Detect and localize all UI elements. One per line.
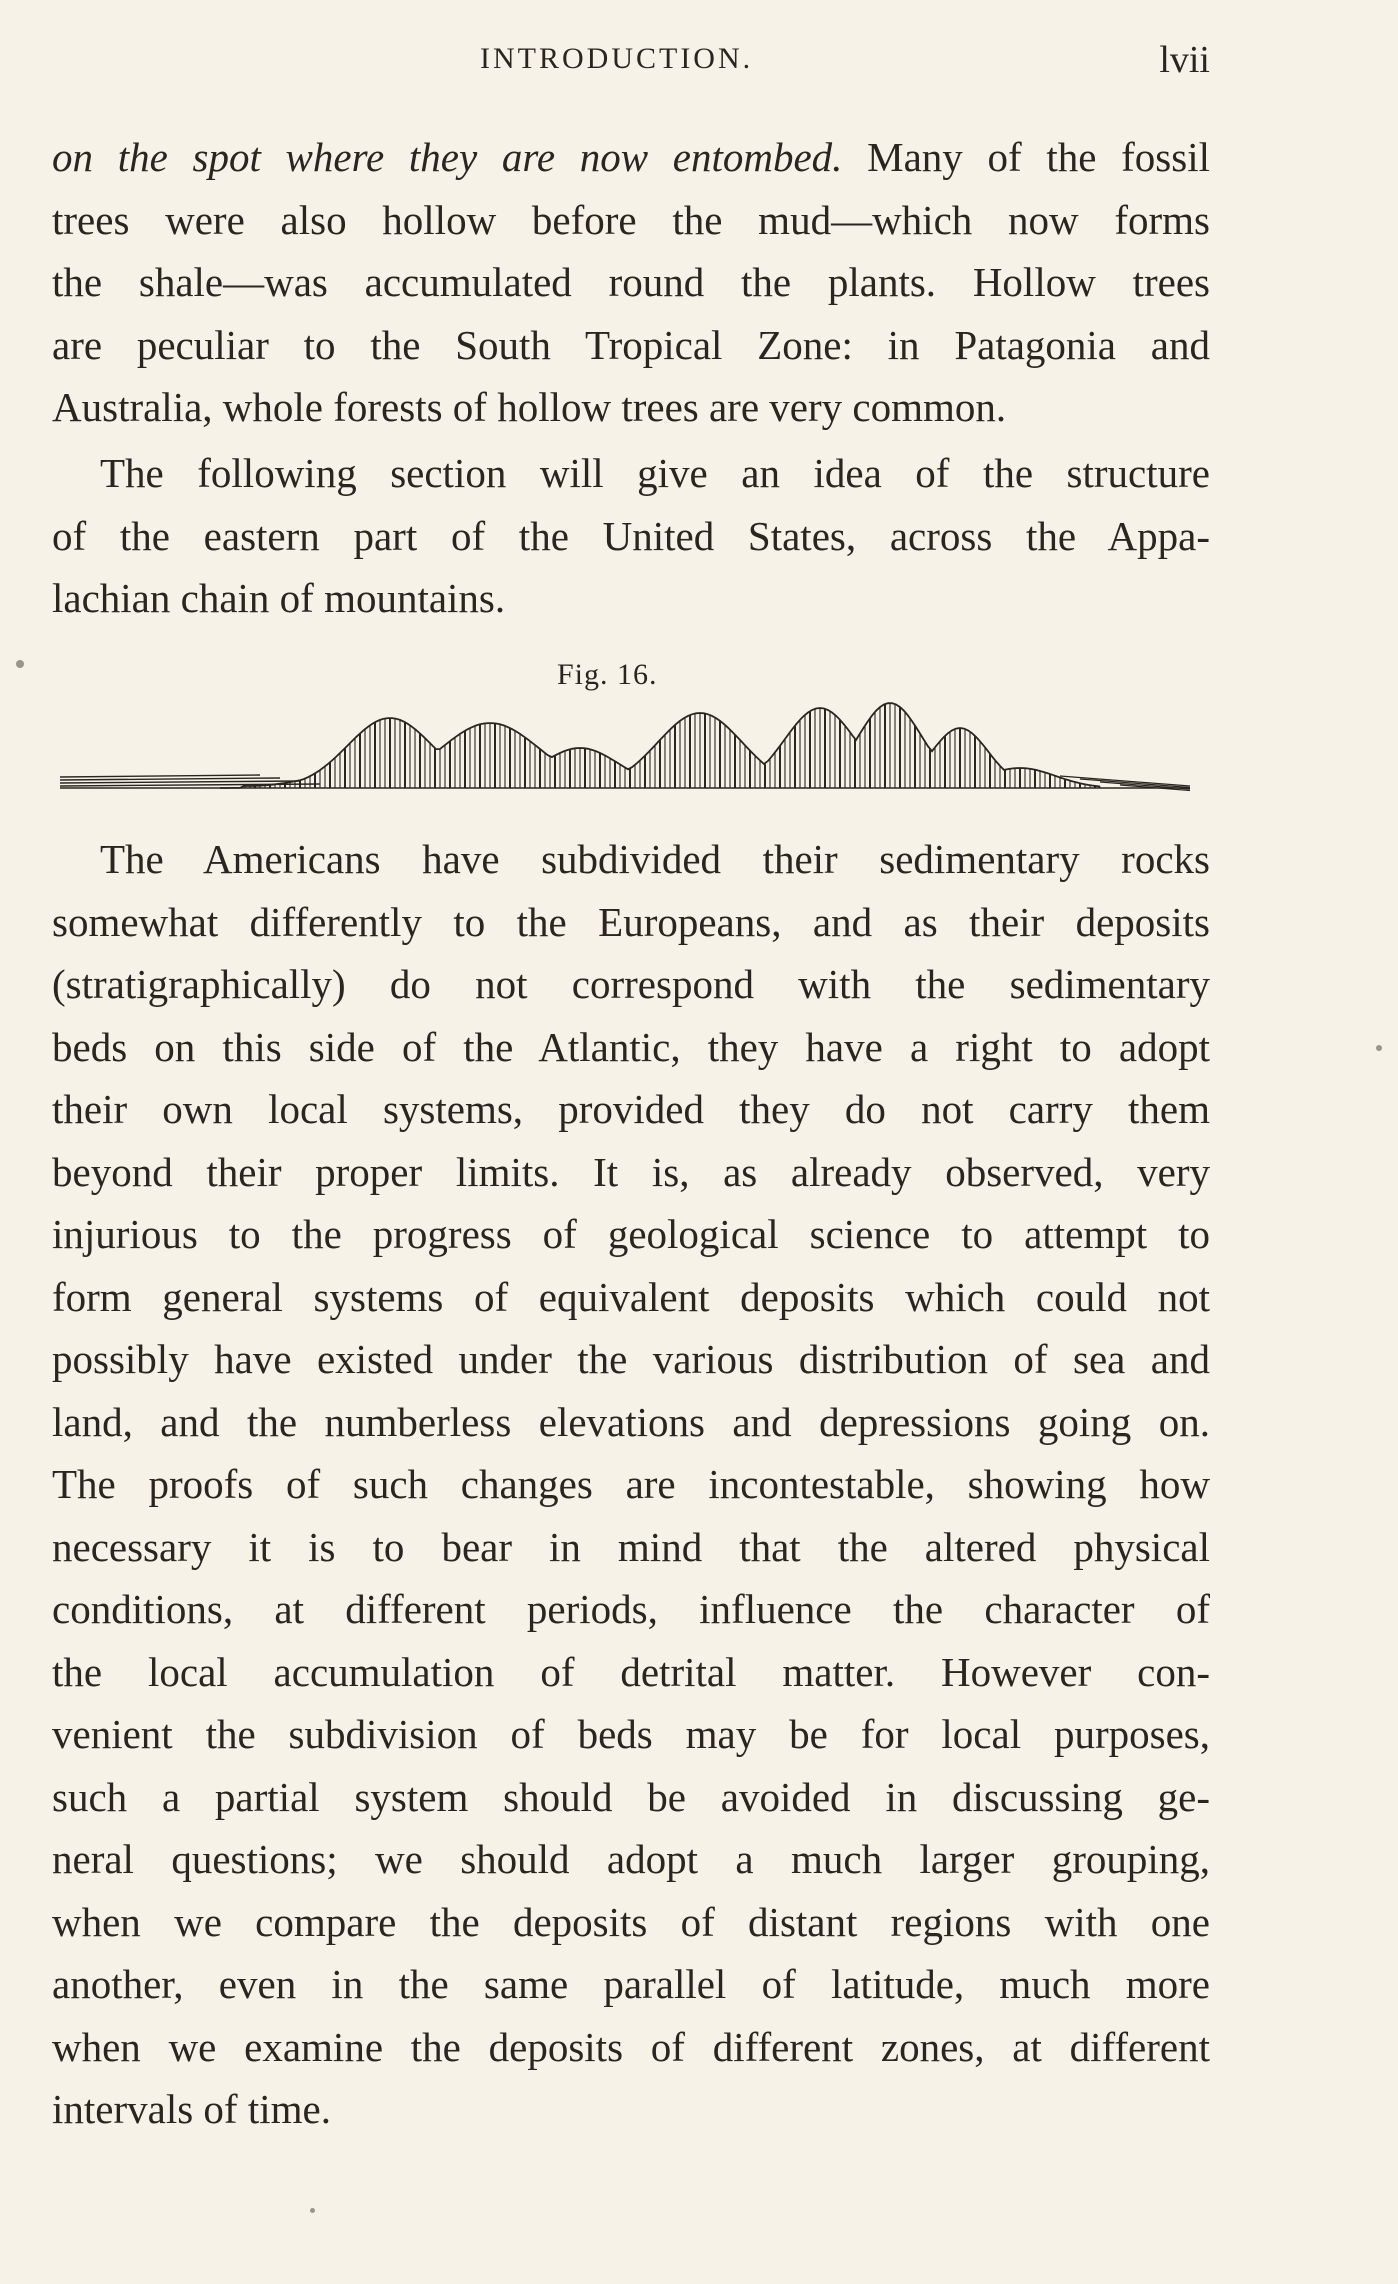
text-line: beyond their proper limits. It is, as already observed, very (52, 1148, 1210, 1195)
running-head (60, 39, 1210, 82)
figure-caption: Fig. 16. (557, 658, 658, 691)
text-line: (stratigraphically) do not correspond with the sedimentary (52, 961, 1210, 1007)
page-number: lvii (1159, 39, 1210, 81)
stratum-line (60, 781, 300, 783)
text-line: their own local systems, provided they do not carry them (52, 1086, 1210, 1132)
text-line-rest: Many of the fossil (842, 134, 1210, 180)
text-line: somewhat differently to the Europeans, and as their deposits (52, 898, 1210, 945)
text-line: The Americans have subdivided their sedimentary rocks (100, 836, 1210, 882)
text-line: are peculiar to the South Tropical Zone: in Patagonia and (52, 321, 1210, 368)
text-line: injurious to the progress of geological science to attempt to (52, 1211, 1210, 1257)
italic-phrase: on the spot where they are now entombed. (52, 134, 843, 180)
scan-speck (310, 2208, 315, 2213)
stratum-line (60, 778, 280, 780)
text-line: when we examine the deposits of different zones, at different (52, 2023, 1210, 2070)
text-line: of the eastern part of the United States, across the Appa- (52, 512, 1210, 559)
figure-strata (60, 703, 1190, 791)
text-line: another, even in the same parallel of latitude, much more (52, 1961, 1210, 2007)
text-line: neral questions; we should adopt a much larger grouping, (52, 1836, 1210, 1882)
text-line: venient the subdivision of beds may be for local purposes, (52, 1711, 1210, 1757)
scan-speck (1376, 1045, 1382, 1051)
text-line: when we compare the deposits of distant regions with one (52, 1898, 1210, 1945)
text-line: beds on this side of the Atlantic, they have a right to adopt (52, 1023, 1210, 1070)
section-figure (60, 700, 1200, 800)
running-title: INTRODUCTION. (480, 42, 754, 75)
text-line: necessary it is to bear in mind that the altered physical (52, 1523, 1210, 1570)
text-line: possibly have existed under the various distribution of sea and (52, 1336, 1210, 1382)
text-line: lachian chain of mountains. (52, 575, 506, 621)
scan-speck (16, 660, 24, 668)
text-line: The proofs of such changes are incontestable, showing how (52, 1461, 1210, 1507)
text-line: such a partial system should be avoided in discussing ge- (52, 1773, 1210, 1820)
text-line: form general systems of equivalent deposits which could not (52, 1273, 1210, 1320)
paragraph-1 (52, 126, 1210, 439)
text-line: intervals of time. (52, 2086, 331, 2132)
stratum-line (60, 775, 260, 777)
text-line (52, 126, 1210, 189)
text-line: the local accumulation of detrital matter. However con- (52, 1648, 1210, 1695)
text-line: trees were also hollow before the mud—which now forms (52, 196, 1210, 243)
text-line: Australia, whole forests of hollow trees are very common. (52, 384, 1007, 430)
paragraph-2 (52, 442, 1210, 630)
text-line: The following section will give an idea of the structure (100, 450, 1210, 496)
text-line: land, and the numberless elevations and depressions going on. (52, 1398, 1210, 1445)
text-line: the shale—was accumulated round the plants. Hollow trees (52, 259, 1210, 305)
text-line: conditions, at different periods, influence the character of (52, 1586, 1210, 1632)
paragraph-3 (52, 828, 1210, 2141)
